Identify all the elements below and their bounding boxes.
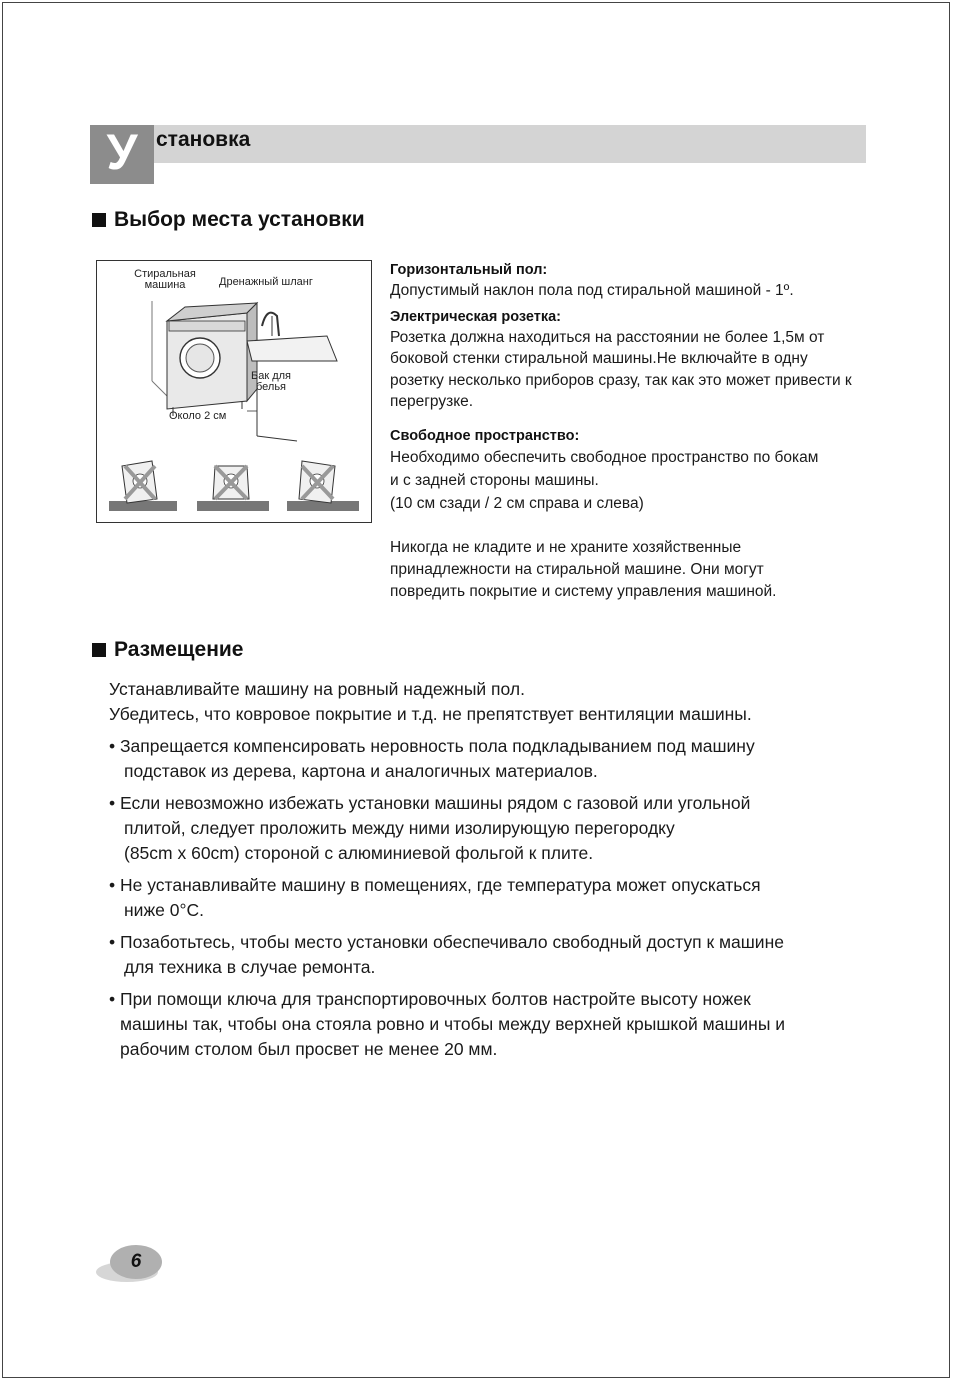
bullet-3-line-1: • Не устанавливайте машину в помещениях, где температура может опускаться [109,875,761,895]
bullet-2-line-3: (85cm x 60cm) стороной с алюминиевой фольгой к плите. [124,843,594,863]
page-number: 6 [110,1245,162,1279]
header-initial-letter: У [90,125,154,184]
bullet-1 [109,734,869,784]
placement-instructions [109,677,869,1062]
bullet-2 [109,791,869,866]
installation-drawing [97,261,373,524]
space-note: (10 см сзади / 2 см справа и слева) [390,494,644,512]
installation-illustration [96,260,372,523]
label-gap: Около 2 см [169,410,227,422]
section-heading-text: Размещение [114,638,244,661]
section-heading-text: Выбор места установки [114,208,365,231]
page-title: становка [156,128,251,151]
intro-line-1: Устанавливайте машину на ровный надежный пол. [109,679,525,699]
floor-heading: Горизонтальный пол: [390,262,548,278]
label-drain-hose: Дренажный шланг [219,276,313,288]
bullet-4-line-1: • Позаботьтесь, чтобы место установки обеспечивало свободный доступ к машине [109,932,784,952]
label-laundry-tub: Бак для белья [251,370,291,393]
floor-text: Допустимый наклон пола под стиральной машиной - 1º. [390,282,794,299]
square-bullet-icon [92,643,106,657]
bullet-1-line-1: • Запрещается компенсировать неровность пола подкладыванием под машину [109,736,755,756]
socket-heading: Электрическая розетка: [390,308,561,325]
bullet-5-line-2: машины так, чтобы она стояла ровно и чтобы между верхней крышкой машины и [120,1014,786,1034]
bullet-2-line-1: • Если невозможно избежать установки машины рядом с газовой или угольной [109,793,751,813]
wrong-install-2 [197,466,269,511]
bullet-4-line-2: для техника в случае ремонта. [124,957,376,977]
label-washing-machine: Стиральная машина [134,268,196,291]
location-requirements [390,260,870,603]
bullet-5 [109,987,869,1062]
bullet-3 [109,873,869,923]
bullet-5-line-1: • При помощи ключа для транспортировочных болтов настройте высоту ножек [109,989,751,1009]
bullet-1-line-2: подставок из дерева, картона и аналогичных материалов. [124,761,598,781]
section-heading-placement [92,638,243,662]
section-heading-location [92,208,365,232]
bullet-2-line-2: плитой, следует проложить между ними изолирующую перегородку [124,818,675,838]
wrong-install-3 [287,461,359,511]
square-bullet-icon [92,213,106,227]
space-text: Необходимо обеспечить свободное пространство по бокам и с задней стороны машины. [390,448,819,489]
warning-text: Никогда не кладите и не храните хозяйственные принадлежности на стиральной машине. Они могут повредить покрытие и систему управления машиной. [390,538,777,600]
space-heading: Свободное пространство: [390,427,580,444]
wrong-install-1 [109,461,177,511]
socket-text: Розетка должна находиться на расстоянии не более 1,5м от боковой стенки стиральной машины.Не включайте в одну розетку несколько приборов сразу, так как это может привести к перегрузке. [390,328,852,410]
bullet-4 [109,930,869,980]
bullet-3-line-2: ниже 0°С. [124,900,204,920]
intro-line-2: Убедитесь, что ковровое покрытие и т.д. не препятствует вентиляции машины. [109,704,752,724]
bullet-5-line-3: рабочим столом был просвет не менее 20 мм. [120,1039,498,1059]
